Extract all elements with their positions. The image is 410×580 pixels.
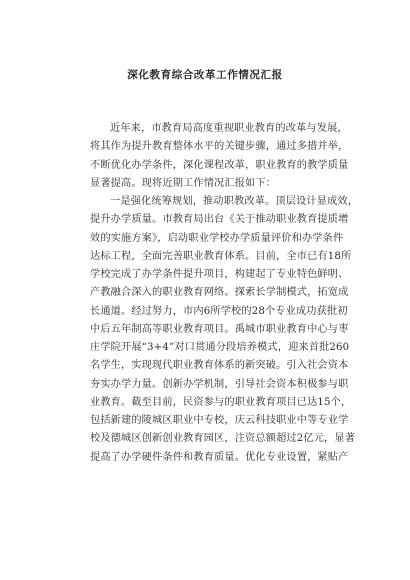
document-title: 深化教育综合改革工作情况汇报 (127, 69, 283, 81)
text-line: 学校完成了办学条件提升项目，构建起了专业特色鲜明、 (90, 269, 349, 280)
text-line: 将其作为提升教育整体水平的关键步骤，通过多措并举， (90, 141, 349, 153)
text-line: 名学生，实现现代职业教育体系的新突破。引入社会资本 (90, 360, 349, 372)
text-line: 校及德城区创新创业教育园区，注资总额超过2亿元，显著 (90, 433, 356, 445)
text-line: 一是强化统筹规划，推动职教改革。顶层设计显成效， (110, 196, 359, 207)
text-line: 提升办学质量。市教育局出台《关于推动职业教育提质增 (90, 214, 349, 226)
text-line: 庄学院开展“3+4”对口贯通分段培养模式，迎来首批260 (90, 342, 350, 353)
text-line: 达标工程，全面完善职业教育体系。目前，全市已有18所 (90, 250, 352, 262)
text-line: 夯实办学力量。创新办学机制，引导社会资本积极参与职 (90, 378, 349, 390)
text-line: 产教融合深入的职业教育网络。探索长学制模式，拓宽成 (90, 287, 349, 299)
text-line: 包括新建的陵城区职业中专校，庆云科技职业中等专业学 (90, 415, 349, 426)
document-body (90, 120, 359, 467)
text-line: 业教育。截至目前，民资参与的职业教育项目已达15个， (90, 396, 352, 408)
text-line: 中后五年制高等职业教育项目。禹城市职业教育中心与枣 (90, 323, 349, 335)
text-line: 不断优化办学条件，深化课程改革，职业教育的教学质量 (90, 159, 349, 171)
text-line: 近年来，市教育局高度重视职业教育的改革与发展， (110, 123, 348, 134)
text-line: 提高了办学硬件条件和教育质量。优化专业设置，紧贴产 (90, 451, 349, 463)
text-line: 显著提高。现将近期工作情况汇报如下： (90, 177, 277, 189)
text-line: 长通道。经过努力，市内6所学校的28个专业成功获批初 (90, 305, 348, 317)
text-line: 效的实施方案》，启动职业学校办学质量评价和办学条件 (90, 232, 344, 244)
